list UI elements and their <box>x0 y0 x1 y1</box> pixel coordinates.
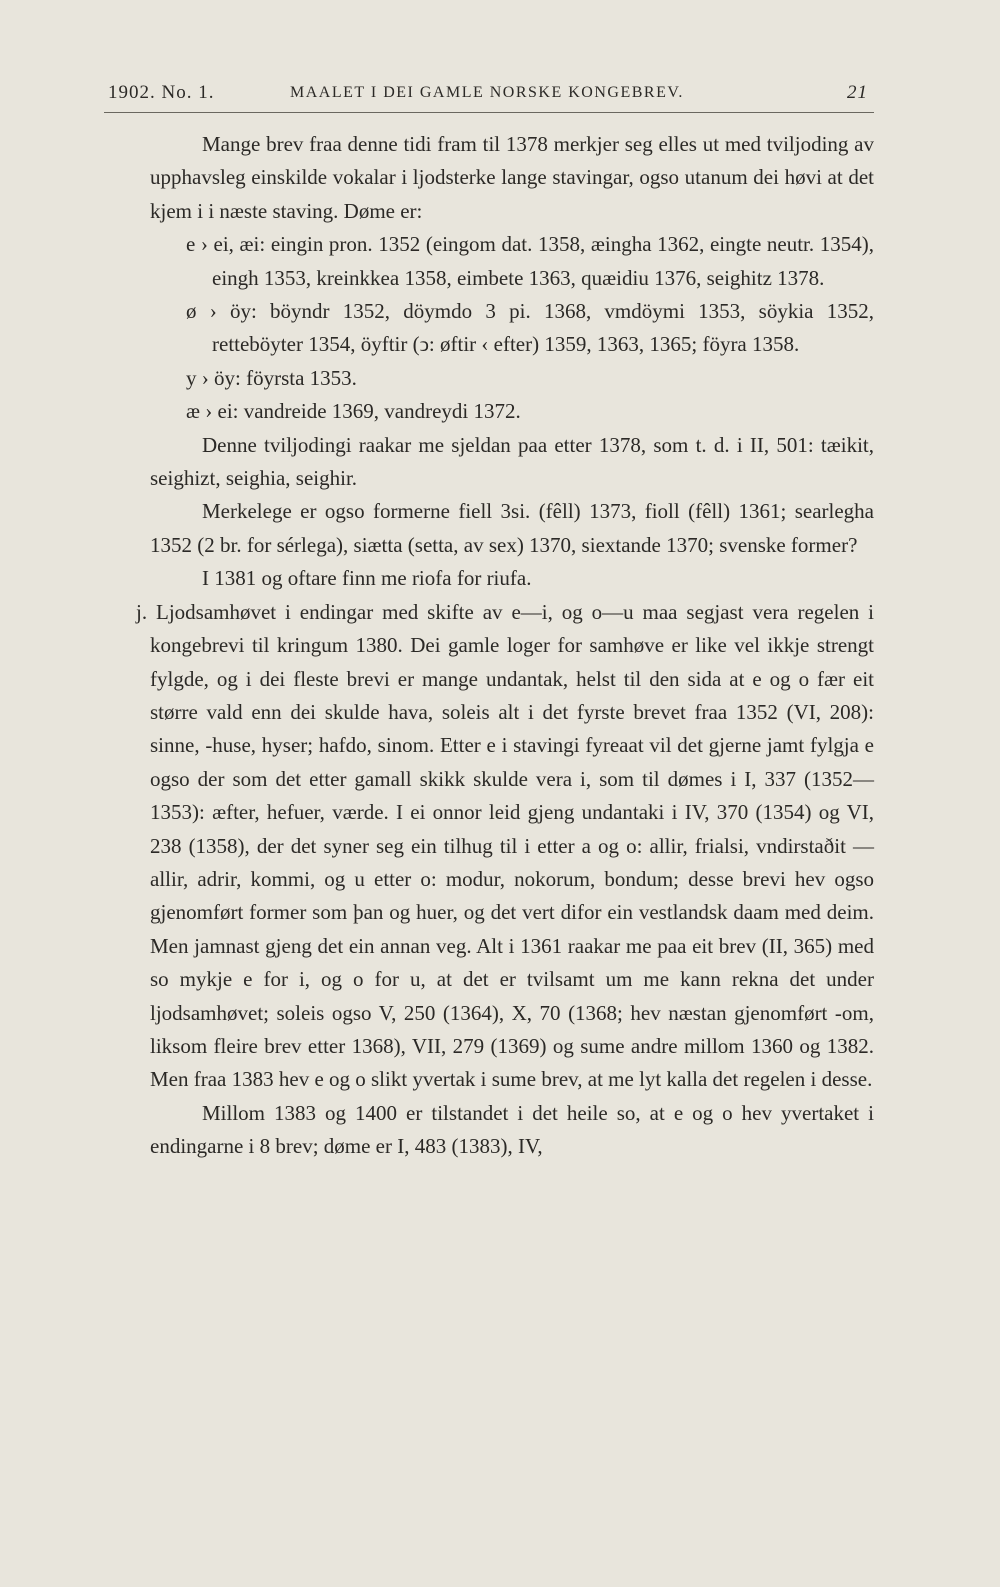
paragraph-ljodsamhovet <box>136 596 874 1097</box>
example-y: y › öy: föyrsta 1353. <box>186 365 357 390</box>
example-ae: æ › ei: vandreide 1369, vandreydi 1372. <box>186 399 521 424</box>
paragraph-millom: Millom 1383 og 1400 er tilstandet i det heile so, at e og o hev yvertaket i endingarne i 8 brev; døme er I, 483 (1383), IV, <box>150 1100 874 1159</box>
example-oe: ø › öy: böyndr 1352, döymdo 3 pi. 1368, vmdöymi 1353, söykia 1352, retteböyter 1354, öyftir (ↄ: øftir ‹ efter) 1359, 1363, 1365; föyra 1358. <box>186 299 874 357</box>
ljodsamhovet-text: Ljodsamhøvet i endingar med skifte av e—i, og o—u maa segjast vera regelen i kongebrevi til kringum 1380. Dei gamle loger for samhøve er like vel ikkje strengt fylgde, og i dei fleste brevi er mange undantak, helst til den sida at e og o fær eit større vald enn dei skulde hava, soleis alt i det fyrste brevet fraa 1352 (VI, 208): sinne, -huse, hyser; hafdo, sinom. Etter e i stavingi fyreaat vil det gjerne jamt fylgja e ogso der som det etter gamall skikk skulde vera i, som til dømes i I, 337 (1352—1353): æfter, hefuer, værde. I ei onnor leid gjeng undantaki i IV, 370 (1354) og VI, 238 (1358), der det syner seg ein tilhug til i etter a og o: allir, frialsi, vndirstaðit — allir, adrir, kommi, og u etter o: modur, nokorum, bondum; desse brevi hev ogso gjenomført former som þan og huer, og det vert difor ein vestlandsk daam med deim. Men jamnast gjeng det ein annan veg. Alt i 1361 raakar me paa eit brev (II, 365) med so mykje e for i, og o for u, at det er tvilsamt um me kann rekna det under ljodsamhøvet; soleis ogso V, 250 (1364), X, 70 (1368; hev næstan gjenomført -om, liksom fleire brev etter 1368), VII, 279 (1369) og sume andre millom 1360 og 1382. Men fraa 1383 hev e og o slikt yvertak i sume brev, at me lyt kalla det regelen i desse. <box>150 599 874 1092</box>
paragraph-intro: Mange brev fraa denne tidi fram til 1378 merkjer seg elles ut med tviljoding av upphavsleg einskilde vokalar i ljodsterke lange stavingar, ogso utanum dei høvi at det kjem i i næste staving. Døme er: <box>150 132 874 223</box>
body-text <box>136 128 874 1164</box>
running-header <box>104 74 874 113</box>
header-volume: 1902. No. 1. <box>108 82 215 103</box>
example-e: e › ei, æi: eingin pron. 1352 (eingom dat. 1358, æingha 1362, eingte neutr. 1354), eingh 1353, kreinkkea 1358, eimbete 1363, quæidiu 1376, seighitz 1378. <box>186 232 874 290</box>
paragraph-riofa: I 1381 og oftare finn me riofa for riufa. <box>202 566 532 591</box>
page-number: 21 <box>847 82 868 103</box>
section-marker: j. <box>136 599 148 624</box>
paragraph-merkelege: Merkelege er ogso formerne fiell 3si. (fêll) 1373, fioll (fêll) 1361; searlegha 1352 (2 br. for sérlega), siætta (setta, av sex) 1370, siextande 1370; svenske former? <box>150 499 874 557</box>
paragraph-tviljoding: Denne tviljodingi raakar me sjeldan paa etter 1378, som t. d. i II, 501: tæikit, seighizt, seighia, seighir. <box>150 432 874 491</box>
header-title: MAALET I DEI GAMLE NORSKE KONGEBREV. <box>290 84 684 101</box>
